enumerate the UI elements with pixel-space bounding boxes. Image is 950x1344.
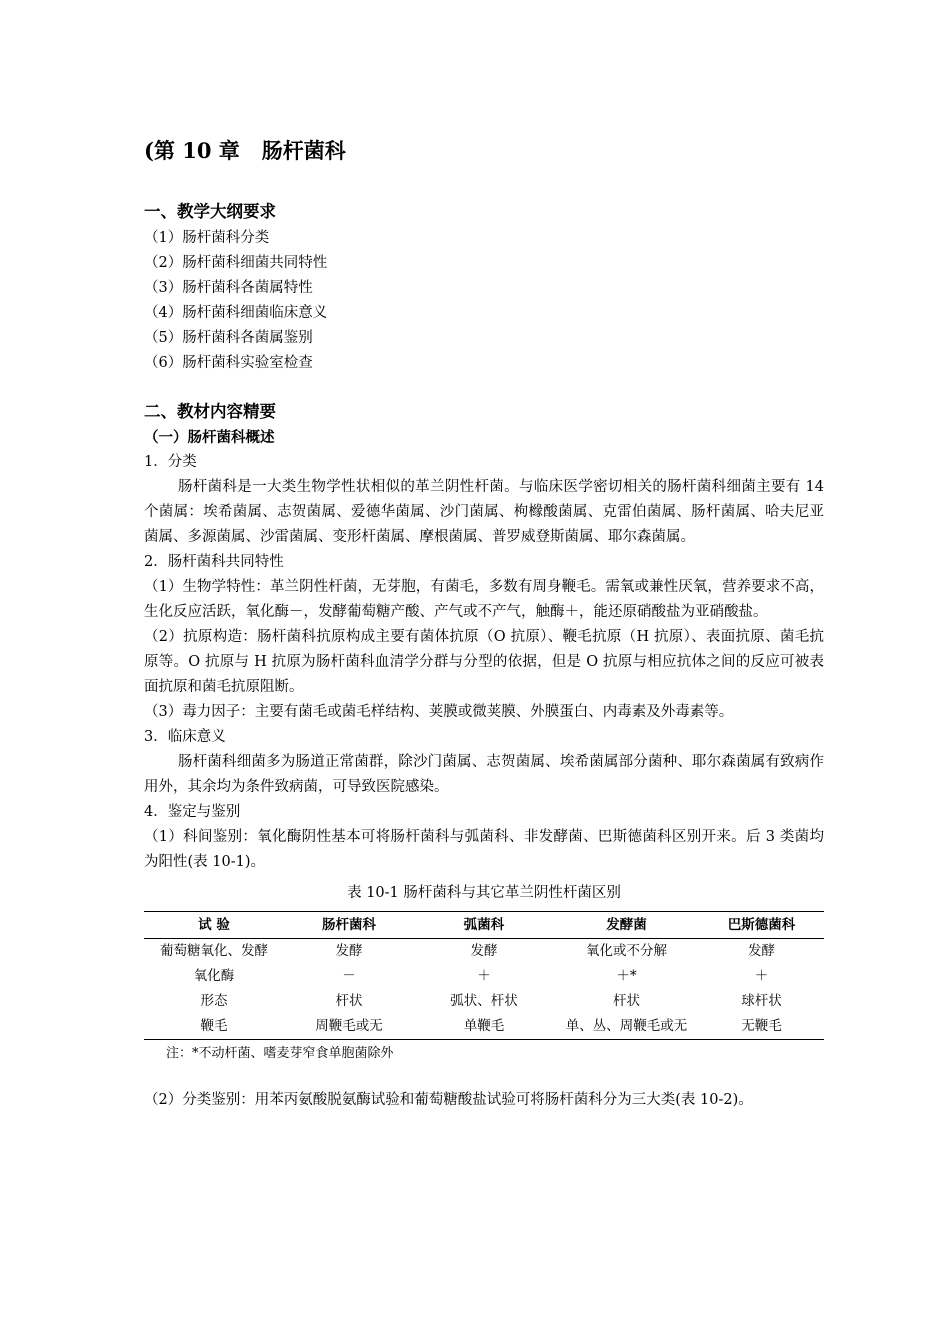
classification-paragraph: 肠杆菌科是一大类生物学性状相似的革兰阴性杆菌。与临床医学密切相关的肠杆菌科细菌主要有 14 个菌属：埃希菌属、志贺菌属、爱德华菌属、沙门菌属、枸橼酸菌属、克雷伯菌属、肠杆菌属、哈夫尼亚菌属、多源菌属、沙雷菌属、变形杆菌属、摩根菌属、普罗威登斯菌属、耶尔森菌属。 bbox=[144, 479, 824, 545]
syllabus-item-3: （3）肠杆菌科各菌属特性 bbox=[144, 280, 313, 296]
table-cell: 无鞭毛 bbox=[699, 1014, 824, 1040]
table-header-pasteurellaceae: 巴斯德菌科 bbox=[699, 912, 824, 939]
table-header-test: 试 验 bbox=[144, 912, 284, 939]
biology-paragraph: （1）生物学特性：革兰阴性杆菌，无芽胞，有菌毛，多数有周身鞭毛。需氧或兼性厌氧，营养要求不高，生化反应活跃，氧化酶－，发酵葡萄糖产酸、产气或不产气，触酶＋，能还原硝酸盐为亚硝酸盐。 bbox=[144, 579, 824, 620]
clinical-significance-paragraph: 肠杆菌科细菌多为肠道正常菌群，除沙门菌属、志贺菌属、埃希菌属部分菌种、耶尔森菌属有致病作用外，其余均为条件致病菌，可导致医院感染。 bbox=[144, 754, 824, 795]
section1-heading: 一、教学大纲要求 bbox=[144, 202, 276, 221]
classification-title: 1．分类 bbox=[144, 454, 197, 470]
chapter-prefix: ( bbox=[144, 138, 154, 163]
syllabus-item-4: （4）肠杆菌科细菌临床意义 bbox=[144, 305, 328, 321]
subsection-overview-heading: （一）肠杆菌科概述 bbox=[144, 429, 275, 446]
table-cell: 鞭毛 bbox=[144, 1014, 284, 1040]
table-row bbox=[144, 1014, 824, 1040]
table-row bbox=[144, 939, 824, 965]
table-cell: 周鞭毛或无 bbox=[284, 1014, 414, 1040]
chapter-name: 肠杆菌科 bbox=[261, 138, 346, 163]
clinical-significance-title: 3．临床意义 bbox=[144, 729, 226, 745]
table-cell: 杆状 bbox=[613, 993, 640, 1009]
comparison-table bbox=[144, 911, 824, 1040]
table-cell: 球杆状 bbox=[741, 993, 782, 1009]
table-cell: 杆状 bbox=[335, 993, 363, 1009]
table-header-enterobacteriaceae: 肠杆菌科 bbox=[284, 912, 414, 939]
table-cell: 单、丛、周鞭毛或无 bbox=[554, 1014, 699, 1040]
table-caption: 表 10-1 肠杆菌科与其它革兰阴性杆菌区别 bbox=[347, 885, 621, 901]
table-cell: 形态 bbox=[200, 993, 228, 1009]
table-cell: ＋* bbox=[616, 968, 637, 984]
antigen-paragraph: （2）抗原构造：肠杆菌科抗原构成主要有菌体抗原（O 抗原）、鞭毛抗原（H 抗原）、表面抗原、菌毛抗原等。O 抗原与 H 抗原为肠杆菌科血清学分群与分型的依据，但是 O 抗原与相应抗体之间的反应可被表面抗原和菌毛抗原阻断。 bbox=[144, 629, 824, 695]
table-row bbox=[144, 964, 824, 989]
table-cell: 单鞭毛 bbox=[414, 1014, 554, 1040]
common-traits-title: 2．肠杆菌科共同特性 bbox=[144, 554, 284, 570]
table-header-fermenters: 发酵菌 bbox=[554, 912, 699, 939]
table-cell: 发酵 bbox=[748, 943, 775, 959]
table-cell: ＋ bbox=[477, 968, 491, 984]
table-cell: ＋ bbox=[754, 968, 769, 984]
chapter-title bbox=[144, 136, 346, 166]
table-cell: 发酵 bbox=[470, 943, 498, 959]
family-identification-paragraph: （1）科间鉴别：氧化酶阴性基本可将肠杆菌科与弧菌科、非发酵菌、巴斯德菌科区别开来。后 3 类菌均为阳性(表 10-1)。 bbox=[144, 829, 824, 870]
syllabus-item-6: （6）肠杆菌科实验室检查 bbox=[144, 355, 313, 371]
table-cell: 氧化酶 bbox=[193, 968, 235, 984]
table-header-row bbox=[144, 912, 824, 939]
syllabus-item-1: （1）肠杆菌科分类 bbox=[144, 230, 270, 246]
table-cell: 弧状、杆状 bbox=[450, 993, 518, 1009]
syllabus-item-5: （5）肠杆菌科各菌属鉴别 bbox=[144, 330, 313, 346]
table-header-vibrionaceae: 弧菌科 bbox=[414, 912, 554, 939]
table-cell: 发酵 bbox=[335, 943, 363, 959]
identification-title: 4．鉴定与鉴别 bbox=[144, 804, 241, 820]
chapter-number: 第 10 章 bbox=[153, 138, 240, 163]
section2-heading: 二、教材内容精要 bbox=[144, 402, 276, 421]
table-row bbox=[144, 989, 824, 1014]
class-identification-paragraph: （2）分类鉴别：用苯丙氨酸脱氨酶试验和葡萄糖酸盐试验可将肠杆菌科分为三大类(表 10-2)。 bbox=[144, 1092, 753, 1108]
table-cell: － bbox=[342, 968, 356, 984]
document-body bbox=[144, 198, 824, 1113]
table-cell: 氧化或不分解 bbox=[586, 943, 667, 959]
syllabus-item-2: （2）肠杆菌科细菌共同特性 bbox=[144, 255, 328, 271]
virulence-paragraph: （3）毒力因子：主要有菌毛或菌毛样结构、荚膜或微荚膜、外膜蛋白、内毒素及外毒素等。 bbox=[144, 704, 734, 720]
table-note: 注：*不动杆菌、嗜麦芽窄食单胞菌除外 bbox=[166, 1046, 394, 1061]
table-cell: 葡萄糖氧化、发酵 bbox=[160, 943, 268, 959]
